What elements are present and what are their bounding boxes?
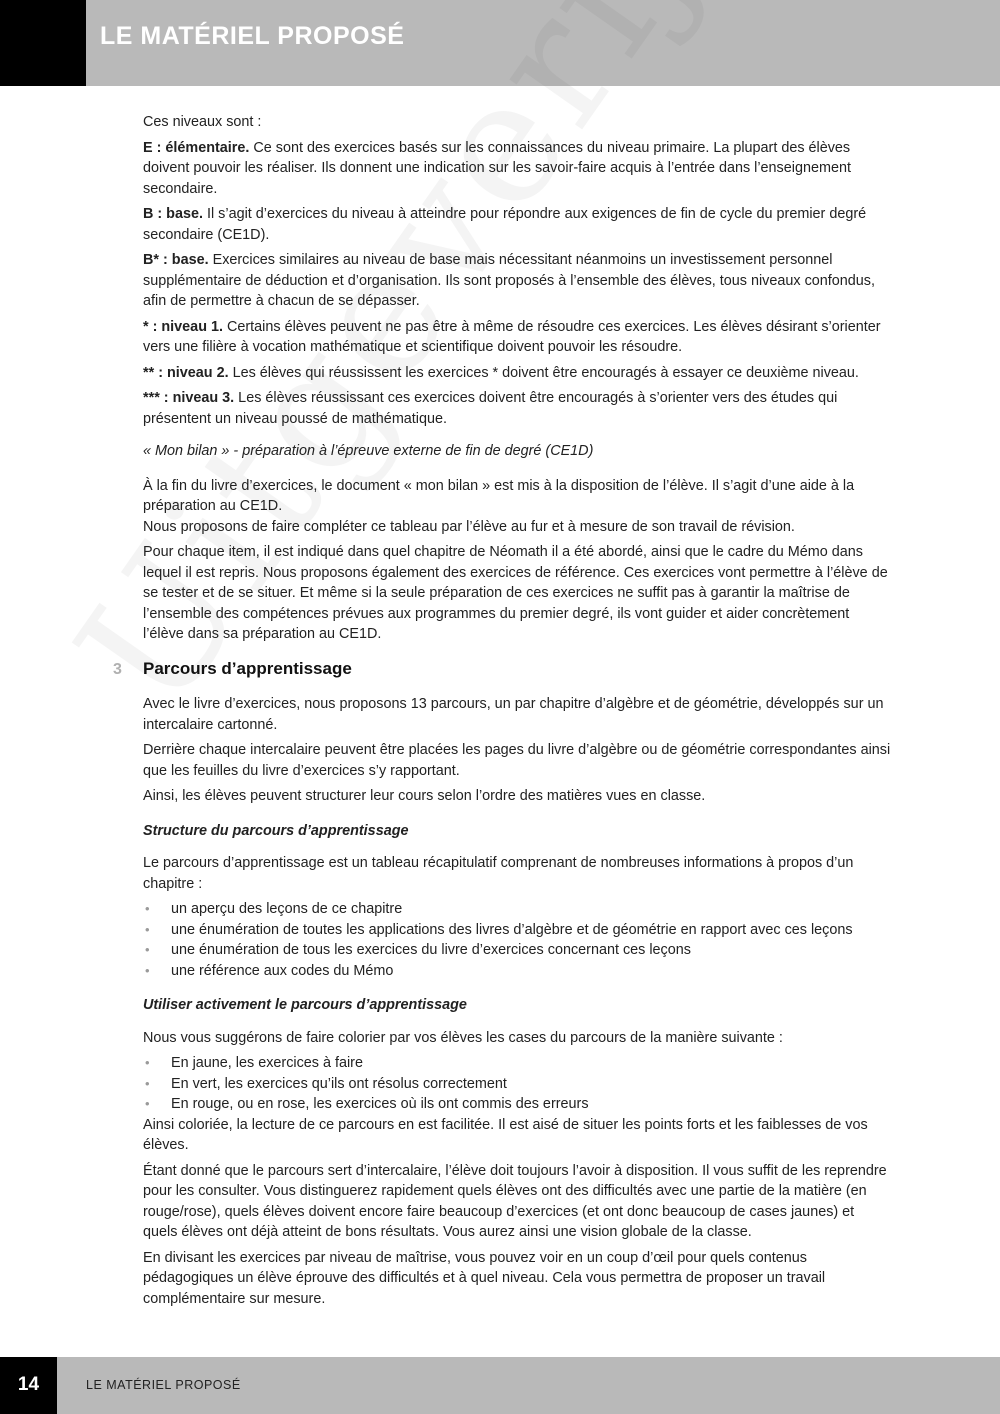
list-item: • une énumération de tous les exercices du livre d’exercices concernant ces leçons: [143, 940, 891, 961]
level-text: Il s’agit d’exercices du niveau à atteindre pour répondre aux exigences de fin de cycle du premier degré secondaire (CE1D).: [143, 206, 867, 243]
footer-label: LE MATÉRIEL PROPOSÉ: [86, 1378, 241, 1392]
bullet-icon: •: [145, 962, 150, 978]
utiliser-list: [143, 1053, 891, 1115]
level-label: * : niveau 1.: [143, 318, 223, 335]
bullet-icon: •: [145, 1096, 150, 1111]
page-number: 14: [17, 1374, 40, 1395]
level-item: [143, 388, 891, 429]
level-text: Certains élèves peuvent ne pas être à même de résoudre ces exercices. Les élèves désirant s’orienter vers une filière à vocation mathématique et scientifique doivent pouvoir les résoudre.: [143, 318, 881, 355]
structure-intro: Le parcours d’apprentissage est un tableau récapitulatif comprenant de nombreuses informations à propos d’un chapitre :: [143, 855, 854, 892]
levels-intro: Ces niveaux sont :: [143, 114, 262, 130]
bullet-icon: •: [145, 901, 150, 916]
list-item: • En vert, les exercices qu’ils ont résolus correctement: [143, 1074, 891, 1095]
list-item: • une énumération de toutes les applications des livres d’algèbre et de géométrie en rapport avec ces leçons: [143, 920, 891, 941]
level-item: [143, 363, 891, 384]
level-label: ** : niveau 2.: [143, 364, 229, 381]
level-text: Les élèves réussissant ces exercices doivent être encouragés à s’orienter vers des études qui présentent un niveau poussé de mathématique.: [143, 390, 838, 427]
section-paragraph: Avec le livre d’exercices, nous proposons 13 parcours, un par chapitre d’algèbre et de géométrie, développés sur un intercalaire cartonné.: [143, 696, 884, 733]
level-text: Les élèves qui réussissent les exercices * doivent être encouragés à essayer ce deuxième niveau.: [228, 364, 859, 381]
level-label: *** : niveau 3.: [143, 390, 235, 406]
levels-list: [143, 138, 891, 430]
structure-list: [143, 899, 891, 981]
bullet-icon: •: [145, 942, 150, 957]
bilan-paragraph: Pour chaque item, il est indiqué dans quel chapitre de Néomath il a été abordé, ainsi que le cadre du Mémo dans lequel il est repris. Nous proposons également des exercices de référence. Ces exercices vont permettre à l’élève de se tester et de se situer. Et même si la seule préparation de ces exercices ne suffit pas à garantir la maîtrise de l’ensemble des compétences prévues aux programmes du premier degré, ils vont guider et aider concrètement l’élève dans sa préparation au CE1D.: [143, 544, 888, 642]
utiliser-paragraph: Étant donné que le parcours sert d’intercalaire, l’élève doit toujours l’avoir à disposition. Il vous suffit de les reprendre pour les consulter. Vous distinguerez rapidement quels élèves ont des difficultés avec une partie de la matière (en rouge/rose), quels élèves doivent encore faire beaucoup d’exercices (et ont donc beaucoup de cases jaunes) et quels élèves ont déjà atteint de bons résultats. Vous aurez ainsi une vision globale de la classe.: [143, 1162, 887, 1240]
list-item: • une référence aux codes du Mémo: [143, 961, 891, 982]
level-item: [143, 204, 891, 245]
section-paragraph: Derrière chaque intercalaire peuvent être placées les pages du livre d’algèbre ou de géométrie correspondantes ainsi que les feuilles du livre d’exercices s’y rapportant.: [143, 742, 891, 779]
level-label: E : élémentaire.: [143, 139, 250, 156]
level-label: B* : base.: [143, 252, 209, 268]
list-item: • un aperçu des leçons de ce chapitre: [143, 899, 891, 920]
section-title: Parcours d’apprentissage: [143, 658, 352, 678]
section-heading: [113, 658, 891, 681]
level-item: [143, 138, 891, 200]
level-label: B : base.: [143, 206, 203, 222]
main-content: [113, 112, 891, 1314]
bullet-icon: •: [145, 921, 150, 937]
header-black-block: [0, 0, 86, 86]
bullet-icon: •: [145, 1075, 150, 1091]
page-footer: [0, 1357, 1000, 1414]
utiliser-heading: Utiliser activement le parcours d’apprentissage: [143, 997, 467, 1013]
level-text: Exercices similaires au niveau de base mais nécessitant néanmoins un investissement personnel supplémentaire de déduction et d’organisation. Ils sont proposés à l’ensemble des élèves, tous niveaux confondus, afin de permettre à chacun de se dépasser.: [143, 252, 875, 309]
list-item: • En rouge, ou en rose, les exercices où ils ont commis des erreurs: [143, 1094, 891, 1115]
level-text: Ce sont des exercices basés sur les connaissances du niveau primaire. La plupart des élèves doivent pouvoir les réaliser. Ils donnent une indication sur les savoir-faire acquis à l’entrée dans l’enseignement secondaire.: [143, 139, 851, 197]
header-title: LE MATÉRIEL PROPOSÉ: [100, 22, 405, 50]
level-item: [143, 317, 891, 358]
list-item: • En jaune, les exercices à faire: [143, 1053, 891, 1074]
bilan-heading: « Mon bilan » - préparation à l’épreuve externe de fin de degré (CE1D): [143, 443, 594, 459]
utiliser-paragraph: En divisant les exercices par niveau de maîtrise, vous pouvez voir en un coup d’œil pour quels contenus pédagogiques un élève éprouve des difficultés et à quel niveau. Cela vous permettra de proposer un travail complémentaire sur mesure.: [143, 1249, 826, 1307]
section-paragraph: Ainsi, les élèves peuvent structurer leur cours selon l’ordre des matières vues en classe.: [143, 788, 706, 804]
utiliser-intro: Nous vous suggérons de faire colorier par vos élèves les cases du parcours de la manière suivante :: [143, 1029, 783, 1046]
page-header: [0, 0, 1000, 86]
utiliser-paragraph: Ainsi coloriée, la lecture de ce parcours en est facilitée. Il est aisé de situer les points forts et les faiblesses de vos élèves.: [143, 1116, 868, 1153]
bilan-paragraph: Nous proposons de faire compléter ce tableau par l’élève au fur et à mesure de son travail de révision.: [143, 518, 795, 535]
bullet-icon: •: [145, 1055, 150, 1070]
section-number: 3: [113, 660, 122, 678]
level-item: [143, 250, 891, 312]
structure-heading: Structure du parcours d’apprentissage: [143, 822, 409, 839]
bilan-paragraph: À la fin du livre d’exercices, le document « mon bilan » est mis à la disposition de l’élève. Il s’agit d’une aide à la préparation au CE1D.: [143, 477, 855, 514]
